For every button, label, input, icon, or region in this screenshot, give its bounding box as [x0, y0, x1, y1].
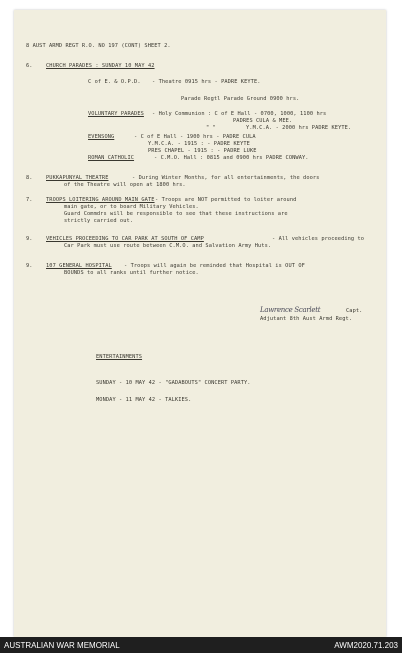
rc-label: ROMAN CATHOLIC	[88, 155, 135, 161]
evensong-line1: - C of E Hall - 1900 hrs - PADRE CULA	[134, 134, 256, 140]
section-title: 107 GENERAL HOSPITAL	[46, 263, 112, 269]
footer-accession: AWM2020.71.203	[334, 641, 398, 650]
section-title: TROOPS LOITERING AROUND MAIN GATE	[46, 197, 155, 203]
section-text: main gate, or to board Military Vehicles.	[64, 204, 199, 210]
adjutant-line: Adjutant 8th Aust Armd Regt.	[260, 316, 353, 322]
voluntary-ditto: " "	[206, 125, 216, 131]
section-text: - Troops are NOT permitted to loiter around	[155, 197, 297, 203]
section-text: - All vehicles proceeding to	[272, 236, 365, 242]
voluntary-line3: Y.M.C.A. - 2000 hrs PADRE KEYTE.	[246, 125, 352, 131]
section-text: - Troops will again be reminded that Hospital is OUT OF	[124, 263, 305, 269]
coe-line2: Parade Regtl Parade Ground 0900 hrs.	[181, 96, 300, 102]
footer-bar	[0, 637, 402, 653]
document-header: 8 AUST ARMD REGT R.O. NO 197 (CONT) SHEET 2.	[26, 43, 171, 49]
section-number: 9.	[26, 236, 33, 242]
evensong-line2: Y.M.C.A. - 1915 : - PADRE KEYTE	[148, 141, 250, 147]
section-number: 8.	[26, 175, 33, 181]
section-text: - During Winter Months, for all entertainments, the doors	[132, 175, 320, 181]
evensong-line3: PRES CHAPEL - 1915 : - PADRE LUKE	[148, 148, 257, 154]
section-title: CHURCH PARADES : SUNDAY 10 MAY 42	[46, 63, 155, 69]
section-title: PUKKAPUNYAL THEATRE	[46, 175, 109, 181]
voluntary-line2: PADRES CULA & MEE.	[233, 118, 293, 124]
section-number: 6.	[26, 63, 33, 69]
coe-label: C of E. & O.P.D.	[88, 79, 141, 85]
rc-detail: - C.M.O. Hall : 0815 and 0900 hrs PADRE CONWAY.	[154, 155, 309, 161]
document-page	[14, 10, 386, 637]
signature-rank: Capt.	[346, 308, 363, 314]
section-text: of the Theatre will open at 1800 hrs.	[64, 182, 186, 188]
section-number: 9.	[26, 263, 33, 269]
evensong-label: EVENSONG	[88, 134, 115, 140]
section-text: BOUNDS to all ranks until further notice.	[64, 270, 199, 276]
entertainments-title: ENTERTAINMENTS	[96, 354, 143, 360]
entertainment-item: SUNDAY - 10 MAY 42 - "GADABOUTS" CONCERT PARTY.	[96, 380, 251, 386]
coe-detail: - Theatre 0915 hrs - PADRE KEYTE.	[152, 79, 261, 85]
handwritten-signature: Lawrence Scarlett	[260, 306, 321, 314]
section-text: Guard Commdrs will be responsible to see that these instructions are	[64, 211, 288, 217]
section-text: strictly carried out.	[64, 218, 134, 224]
section-number: 7.	[26, 197, 33, 203]
footer-source: AUSTRALIAN WAR MEMORIAL	[4, 641, 120, 650]
voluntary-line1: - Holy Communion : C of E Hall - 0700, 1000, 1100 hrs	[152, 111, 327, 117]
entertainment-item: MONDAY - 11 MAY 42 - TALKIES.	[96, 397, 192, 403]
section-text: Car Park must use route between C.M.O. and Salvation Army Huts.	[64, 243, 272, 249]
section-title: VEHICLES PROCEEDING TO CAR PARK AT SOUTH OF CAMP	[46, 236, 204, 242]
voluntary-label: VOLUNTARY PARADES	[88, 111, 144, 117]
